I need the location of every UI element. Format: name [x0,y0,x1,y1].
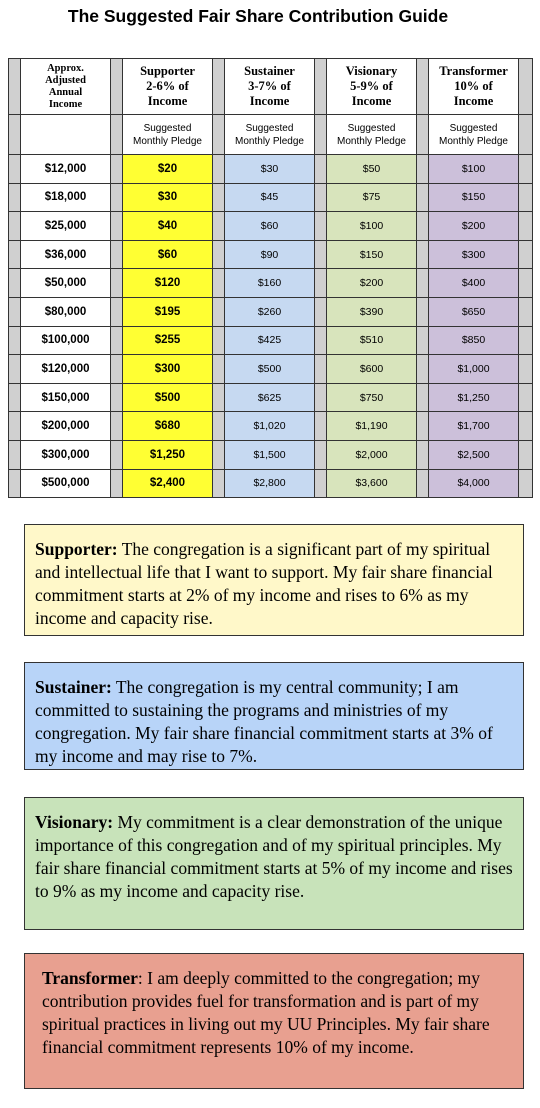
table-row [9,155,533,184]
gutter-cell [9,240,21,269]
gutter-cell [417,212,429,241]
sustainer-text: The congregation is my central community; I am committed to sustaining the programs and ministries of my congregation. My fair share financial commitment starts at 3% of my income and may rise to 7%. [35,677,493,766]
gutter-cell [111,412,123,441]
cell-transformer: $200 [429,212,519,241]
gutter-cell [111,59,123,115]
gutter-cell [417,326,429,355]
cell-visionary: $510 [327,326,417,355]
cell-visionary: $200 [327,269,417,298]
cell-transformer: $850 [429,326,519,355]
gutter-cell [213,155,225,184]
gutter-cell [9,469,21,498]
gutter-cell [9,269,21,298]
cell-transformer: $650 [429,297,519,326]
cell-transformer: $400 [429,269,519,298]
gutter-cell [417,440,429,469]
table-row [9,383,533,412]
gutter-cell [9,297,21,326]
transformer-label: Transformer [42,968,138,988]
gutter-cell [111,326,123,355]
cell-visionary: $75 [327,183,417,212]
table-row [9,412,533,441]
cell-transformer: $1,700 [429,412,519,441]
gutter-cell [417,297,429,326]
gutter-cell [315,355,327,384]
cell-income: $50,000 [21,269,111,298]
supporter-text: The congregation is a significant part of my spiritual and intellectual life that I want to support. My fair share financial commitment starts at 2% of my income and rises to 6% as my income and capacity rise. [35,539,493,628]
gutter-cell [315,269,327,298]
cell-sustainer: $260 [225,297,315,326]
gutter-cell [315,440,327,469]
cell-supporter: $1,250 [123,440,213,469]
gutter-cell [417,383,429,412]
header-income: Approx. Adjusted Annual Income [21,59,111,115]
cell-sustainer: $1,500 [225,440,315,469]
gutter-cell [519,59,533,115]
gutter-cell [519,240,533,269]
header-transformer: Transformer 10% of Income [429,59,519,115]
gutter-cell [9,412,21,441]
cell-sustainer: $45 [225,183,315,212]
cell-income: $200,000 [21,412,111,441]
gutter-cell [213,469,225,498]
gutter-cell [9,212,21,241]
transformer-text: : I am deeply committed to the congregation; my contribution provides fuel for transformation and is part of my spiritual practices in living out my UU Principles. My fair share financial commitment represents 10% of my income. [42,968,490,1057]
gutter-cell [519,115,533,155]
supporter-description [24,524,524,636]
cell-supporter: $680 [123,412,213,441]
cell-income: $25,000 [21,212,111,241]
gutter-cell [213,269,225,298]
table-subheader-row [9,115,533,155]
gutter-cell [315,212,327,241]
table-row [9,355,533,384]
gutter-cell [315,297,327,326]
cell-visionary: $600 [327,355,417,384]
subheader-transformer: Suggested Monthly Pledge [429,115,519,155]
gutter-cell [519,383,533,412]
cell-income: $100,000 [21,326,111,355]
gutter-cell [417,269,429,298]
gutter-cell [519,212,533,241]
gutter-cell [111,155,123,184]
cell-transformer: $150 [429,183,519,212]
supporter-label: Supporter: [35,539,118,559]
cell-sustainer: $1,020 [225,412,315,441]
visionary-text: My commitment is a clear demonstration of the unique importance of this congregation and of my spiritual principles. My fair share financial commitment starts at 5% of my income and rises to 9% as my income and capacity rise. [35,812,513,901]
gutter-cell [315,412,327,441]
cell-supporter: $30 [123,183,213,212]
cell-supporter: $255 [123,326,213,355]
cell-income: $80,000 [21,297,111,326]
cell-visionary: $1,190 [327,412,417,441]
visionary-label: Visionary: [35,812,114,832]
table-row [9,326,533,355]
gutter-cell [213,440,225,469]
gutter-cell [111,240,123,269]
cell-visionary: $50 [327,155,417,184]
table-row [9,440,533,469]
gutter-cell [315,183,327,212]
cell-sustainer: $30 [225,155,315,184]
gutter-cell [315,326,327,355]
gutter-cell [111,297,123,326]
gutter-cell [213,383,225,412]
table-row [9,297,533,326]
gutter-cell [111,269,123,298]
cell-sustainer: $90 [225,240,315,269]
gutter-cell [417,355,429,384]
page-title: The Suggested Fair Share Contribution Guide [67,6,449,26]
cell-visionary: $750 [327,383,417,412]
table-row [9,269,533,298]
gutter-cell [417,155,429,184]
gutter-cell [213,355,225,384]
gutter-cell [9,183,21,212]
gutter-cell [417,59,429,115]
gutter-cell [519,155,533,184]
sustainer-description [24,662,524,770]
gutter-cell [213,297,225,326]
gutter-cell [9,59,21,115]
gutter-cell [417,240,429,269]
cell-sustainer: $160 [225,269,315,298]
cell-income: $18,000 [21,183,111,212]
gutter-cell [111,212,123,241]
gutter-cell [519,412,533,441]
cell-visionary: $150 [327,240,417,269]
cell-sustainer: $625 [225,383,315,412]
cell-income: $300,000 [21,440,111,469]
gutter-cell [9,155,21,184]
cell-transformer: $300 [429,240,519,269]
gutter-cell [111,183,123,212]
cell-sustainer: $500 [225,355,315,384]
cell-supporter: $300 [123,355,213,384]
gutter-cell [417,469,429,498]
cell-visionary: $3,600 [327,469,417,498]
cell-visionary: $100 [327,212,417,241]
gutter-cell [9,383,21,412]
gutter-cell [519,469,533,498]
gutter-cell [213,212,225,241]
subheader-visionary: Suggested Monthly Pledge [327,115,417,155]
table-row [9,212,533,241]
table-row [9,240,533,269]
gutter-cell [519,297,533,326]
cell-sustainer: $60 [225,212,315,241]
subheader-supporter: Suggested Monthly Pledge [123,115,213,155]
header-supporter: Supporter 2-6% of Income [123,59,213,115]
gutter-cell [519,269,533,298]
gutter-cell [9,115,21,155]
subheader-empty [21,115,111,155]
gutter-cell [111,115,123,155]
gutter-cell [417,183,429,212]
cell-transformer: $4,000 [429,469,519,498]
cell-sustainer: $2,800 [225,469,315,498]
gutter-cell [519,326,533,355]
cell-supporter: $60 [123,240,213,269]
gutter-cell [213,59,225,115]
cell-visionary: $2,000 [327,440,417,469]
transformer-description [24,953,524,1089]
cell-income: $12,000 [21,155,111,184]
header-sustainer: Sustainer 3-7% of Income [225,59,315,115]
cell-income: $120,000 [21,355,111,384]
gutter-cell [519,440,533,469]
gutter-cell [519,183,533,212]
table-header-row [9,59,533,115]
cell-income: $150,000 [21,383,111,412]
subheader-sustainer: Suggested Monthly Pledge [225,115,315,155]
gutter-cell [111,355,123,384]
cell-supporter: $120 [123,269,213,298]
gutter-cell [111,440,123,469]
gutter-cell [213,240,225,269]
cell-supporter: $20 [123,155,213,184]
gutter-cell [213,183,225,212]
table-row [9,469,533,498]
gutter-cell [213,326,225,355]
gutter-cell [315,383,327,412]
cell-sustainer: $425 [225,326,315,355]
gutter-cell [519,355,533,384]
gutter-cell [9,326,21,355]
gutter-cell [315,469,327,498]
gutter-cell [213,412,225,441]
cell-supporter: $500 [123,383,213,412]
visionary-description [24,797,524,930]
cell-income: $36,000 [21,240,111,269]
gutter-cell [213,115,225,155]
cell-transformer: $1,000 [429,355,519,384]
cell-visionary: $390 [327,297,417,326]
cell-transformer: $100 [429,155,519,184]
header-visionary: Visionary 5-9% of Income [327,59,417,115]
cell-income: $500,000 [21,469,111,498]
table-row [9,183,533,212]
cell-supporter: $40 [123,212,213,241]
gutter-cell [315,115,327,155]
cell-transformer: $2,500 [429,440,519,469]
gutter-cell [9,440,21,469]
gutter-cell [111,469,123,498]
gutter-cell [315,59,327,115]
gutter-cell [315,240,327,269]
gutter-cell [111,383,123,412]
sustainer-label: Sustainer: [35,677,112,697]
gutter-cell [417,412,429,441]
cell-supporter: $2,400 [123,469,213,498]
cell-transformer: $1,250 [429,383,519,412]
gutter-cell [9,355,21,384]
contribution-table [8,58,533,498]
gutter-cell [417,115,429,155]
cell-supporter: $195 [123,297,213,326]
gutter-cell [315,155,327,184]
